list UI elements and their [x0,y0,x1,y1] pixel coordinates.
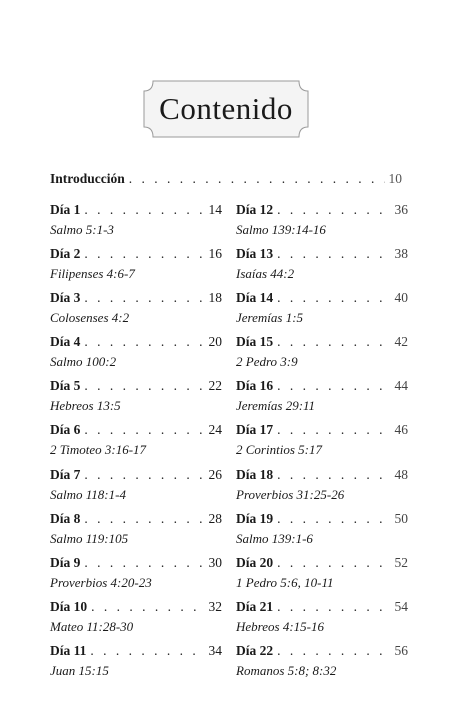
dot-leader [277,246,390,262]
toc-entry[interactable] [236,246,408,290]
toc-entry-page: 20 [208,334,222,350]
toc-entry[interactable] [236,202,408,246]
toc-entry-page: 10 [388,171,402,186]
toc-entry[interactable] [236,290,408,334]
toc-entry-label: Día 5 [50,378,81,394]
toc-entry-reference: Salmo 5:1-3 [50,222,114,237]
toc-entry-label: Día 18 [236,466,274,482]
toc-entry-page: 34 [208,642,222,658]
toc-entry-page: 32 [208,598,222,614]
toc-entry-label: Día 2 [50,246,81,262]
toc-entry-reference: 2 Pedro 3:9 [236,354,298,370]
toc-column-right [236,202,408,687]
toc-entry[interactable] [50,643,222,687]
page-title: Contenido [159,91,293,126]
toc-entry[interactable] [50,378,222,422]
toc-entry[interactable] [236,555,408,599]
toc-entry-page: 50 [394,510,408,526]
toc-entry-label: Día 19 [236,510,274,526]
toc-entry-reference: Filipenses 4:6-7 [50,266,135,282]
toc-entry-label: Día 9 [50,554,81,570]
toc-entry-page: 18 [208,290,222,306]
title-frame [141,78,311,140]
toc-entry-reference: Jeremías 1:5 [236,310,304,326]
toc-entry-reference: Salmo 139:1-6 [236,530,313,546]
toc-entry-page: 22 [208,378,222,394]
dot-leader [129,171,385,187]
dot-leader [84,290,204,306]
dot-leader [84,378,204,394]
toc-entry-reference: Hebreos 13:5 [50,398,121,414]
toc-entry-page: 54 [394,598,408,614]
toc-entry-page: 46 [394,422,408,438]
toc-entry[interactable] [50,599,222,643]
toc-entry-reference: Hebreos 4:15-16 [236,618,324,634]
toc-entry-page: 14 [208,202,222,217]
toc-entry-page: 40 [394,290,408,306]
dot-leader [277,643,390,659]
toc-entry[interactable] [50,246,222,290]
dot-leader [277,467,390,483]
toc-entry-reference: Colosenses 4:2 [50,310,130,326]
toc-entry[interactable] [236,511,408,555]
toc-entry-reference: Proverbios 31:25-26 [236,486,345,502]
toc-entry-reference: 1 Pedro 5:6, 10-11 [236,574,334,590]
toc-entry-reference: Isaías 44:2 [236,266,295,282]
toc-entry-reference: Mateo 11:28-30 [50,618,134,634]
toc-entry-label: Día 6 [50,422,81,438]
toc-entry-label: Día 16 [236,378,274,394]
toc-entry-label: Día 15 [236,334,274,350]
dot-leader [84,202,204,218]
toc-entry-label: Día 1 [50,202,81,217]
toc-entry[interactable] [236,422,408,466]
toc-entry-label: Día 7 [50,466,81,482]
toc-entry-label: Día 10 [50,598,88,614]
toc-entry-label: Día 11 [50,642,87,658]
toc-entry-reference: Romanos 5:8; 8:32 [236,662,337,678]
dot-leader [277,334,390,350]
dot-leader [277,555,390,571]
toc-entry[interactable] [236,467,408,511]
dot-leader [277,599,390,615]
toc-entry-page: 42 [394,334,408,350]
toc-entry-page: 44 [394,378,408,394]
toc-entry[interactable] [50,422,222,466]
toc-entry-reference: Salmo 139:14-16 [236,222,326,237]
dot-leader [84,511,204,527]
toc-entry-label: Introducción [50,171,125,186]
toc-entry-page: 16 [208,246,222,262]
toc-entry-label: Día 14 [236,290,274,306]
toc-entry-introduction[interactable] [50,171,402,189]
dot-leader [84,555,204,571]
toc-entry-label: Día 13 [236,246,274,262]
toc-entry-page: 36 [394,202,408,217]
toc-entry[interactable] [50,290,222,334]
toc-entry[interactable] [236,599,408,643]
toc-entry-reference: Salmo 119:105 [50,530,129,546]
toc-entry-page: 48 [394,466,408,482]
toc-entry-reference: 2 Corintios 5:17 [236,442,322,458]
dot-leader [91,599,204,615]
toc-entry-label: Día 20 [236,554,274,570]
toc-entry-label: Día 4 [50,334,81,350]
toc-entry-label: Día 3 [50,290,81,306]
dot-leader [277,290,390,306]
dot-leader [84,334,204,350]
toc-entry-page: 28 [208,510,222,526]
toc-entry[interactable] [236,378,408,422]
dot-leader [277,422,390,438]
toc-entry-page: 56 [394,642,408,658]
dot-leader [277,202,390,218]
toc-entry-reference: 2 Timoteo 3:16-17 [50,442,147,458]
dot-leader [277,511,390,527]
toc-column-left [50,202,222,687]
toc-entry-label: Día 8 [50,510,81,526]
toc-entry[interactable] [236,643,408,687]
toc-entry[interactable] [236,334,408,378]
dot-leader [90,643,204,659]
dot-leader [277,378,390,394]
toc-entry-page: 26 [208,466,222,482]
toc-entry-label: Día 22 [236,642,274,658]
toc-entry[interactable] [50,511,222,555]
toc-entry-reference: Juan 15:15 [50,662,109,678]
toc-entry-page: 38 [394,246,408,262]
toc-entry-reference: Salmo 100:2 [50,354,117,370]
toc-entry[interactable] [50,555,222,599]
toc-entry[interactable] [50,334,222,378]
toc-entry-reference: Proverbios 4:20-23 [50,574,152,590]
toc-entry-label: Día 12 [236,202,274,217]
toc-entry[interactable] [50,467,222,511]
toc-entry-reference: Salmo 118:1-4 [50,486,126,502]
toc-entry-label: Día 17 [236,422,274,438]
toc-entry-page: 52 [394,554,408,570]
dot-leader [84,467,204,483]
toc-entry-page: 30 [208,554,222,570]
dot-leader [84,246,204,262]
toc-entry[interactable] [50,202,222,246]
toc-entry-reference: Jeremías 29:11 [236,398,316,414]
toc-entry-page: 24 [208,422,222,438]
dot-leader [84,422,204,438]
toc-entry-label: Día 21 [236,598,274,614]
